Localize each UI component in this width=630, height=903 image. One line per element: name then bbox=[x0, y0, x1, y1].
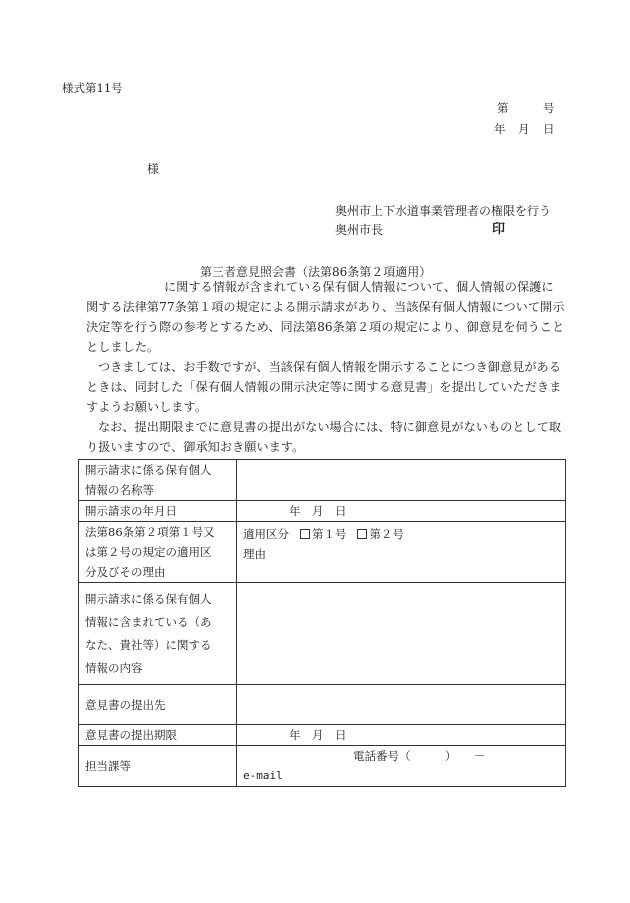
paragraph-1-line-4: としました。 bbox=[86, 340, 160, 354]
row3-value-cell bbox=[237, 522, 566, 583]
doc-number-dai: 第 bbox=[497, 101, 509, 115]
row1-value-cell bbox=[237, 460, 566, 501]
paragraph-2-line-1: つきましては、お手数ですが、当該保有個人情報を開示することにつき御意見がある bbox=[98, 360, 561, 374]
row1-label-cell bbox=[79, 460, 237, 501]
row4-label-line4: 情報の内容 bbox=[85, 660, 143, 675]
row6-label-cell: 意見書の提出期限 bbox=[79, 725, 237, 746]
opinion-inquiry-table bbox=[78, 459, 566, 787]
option-1-label: 第１号 bbox=[311, 527, 347, 541]
row3-label-line2: は第２号の規定の適用区 bbox=[85, 545, 212, 559]
table-row bbox=[79, 583, 566, 685]
row1-label-line2: 情報の名称等 bbox=[85, 483, 154, 497]
row5-value-cell bbox=[237, 685, 566, 725]
row3-label-line1: 法第86条第２項第１号又 bbox=[85, 525, 215, 539]
table-row bbox=[79, 746, 566, 787]
document-title: 第三者意見照会書（法第86条第２項適用） bbox=[200, 265, 432, 279]
paragraph-1-line-3: 決定等を行う際の参考とするため、同法第86条第２項の規定により、御意見を伺うこと bbox=[86, 320, 565, 334]
date-month: 月 bbox=[518, 122, 530, 136]
application-category-label: 適用区分 bbox=[243, 527, 289, 541]
row4-label-line3: なた、貴社等）に関する bbox=[85, 637, 212, 652]
date-day: 日 bbox=[543, 122, 555, 136]
addressee-suffix: 様 bbox=[147, 162, 160, 176]
paragraph-3 bbox=[86, 417, 566, 457]
paragraph-3-line-2: り扱いますので、御承知おき願います。 bbox=[86, 440, 305, 454]
row4-label-line1: 開示請求に係る保有個人 bbox=[85, 591, 212, 606]
row1-label-line1: 開示請求に係る保有個人 bbox=[85, 463, 212, 477]
date-year: 年 bbox=[494, 122, 506, 136]
form-id: 様式第11号 bbox=[62, 81, 123, 95]
checkbox-item-2[interactable] bbox=[357, 529, 367, 539]
row3-label-line3: 分及びその理由 bbox=[85, 565, 166, 579]
option-2-label: 第２号 bbox=[369, 527, 404, 541]
table-row bbox=[79, 501, 566, 522]
row7-label-cell: 担当課等 bbox=[79, 746, 237, 787]
email-line: e-mail bbox=[243, 769, 283, 782]
sender-line2: 奥州市長 bbox=[335, 223, 384, 237]
paragraph-3-line-1: なお、提出期限までに意見書の提出がない場合には、特に御意見がないものとして取 bbox=[98, 420, 562, 434]
paragraph-2 bbox=[86, 357, 566, 417]
sender-line1: 奥州市上下水道事業管理者の権限を行う bbox=[335, 204, 552, 218]
table-row bbox=[79, 725, 566, 746]
paragraph-2-line-3: すようお願いします。 bbox=[86, 400, 207, 414]
row4-value-cell bbox=[237, 583, 566, 685]
table-row bbox=[79, 685, 566, 725]
row6-value-cell: 年 月 日 bbox=[237, 725, 566, 746]
row3-label-cell bbox=[79, 522, 237, 583]
row4-label-line2: 情報に含まれている（あ bbox=[85, 614, 212, 629]
phone-number-line: 電話番号（ ） － bbox=[353, 749, 486, 763]
doc-number-go: 号 bbox=[543, 101, 555, 115]
seal-mark: 印 bbox=[492, 222, 506, 237]
checkbox-item-1[interactable] bbox=[300, 529, 310, 539]
row5-label-cell: 意見書の提出先 bbox=[79, 685, 237, 725]
table-row bbox=[79, 460, 566, 501]
paragraph-1-line-2: 関する法律第77条第１項の規定による開示請求があり、当該保有個人情報について開示 bbox=[86, 300, 565, 314]
paragraph-1-line-1: に関する情報が含まれている保有個人情報について、個人情報の保護に bbox=[164, 280, 554, 294]
row2-value-cell: 年 月 日 bbox=[237, 501, 566, 522]
row2-label-cell: 開示請求の年月日 bbox=[79, 501, 237, 522]
reason-label: 理由 bbox=[243, 547, 266, 561]
row7-value-cell bbox=[237, 746, 566, 787]
paragraph-2-line-2: ときは、同封した「保有個人情報の開示決定等に関する意見書」を提出していただきま bbox=[86, 380, 562, 394]
paragraph-1 bbox=[86, 277, 566, 357]
table-row bbox=[79, 522, 566, 583]
application-category-line bbox=[243, 524, 559, 544]
row4-label-cell bbox=[79, 583, 237, 685]
